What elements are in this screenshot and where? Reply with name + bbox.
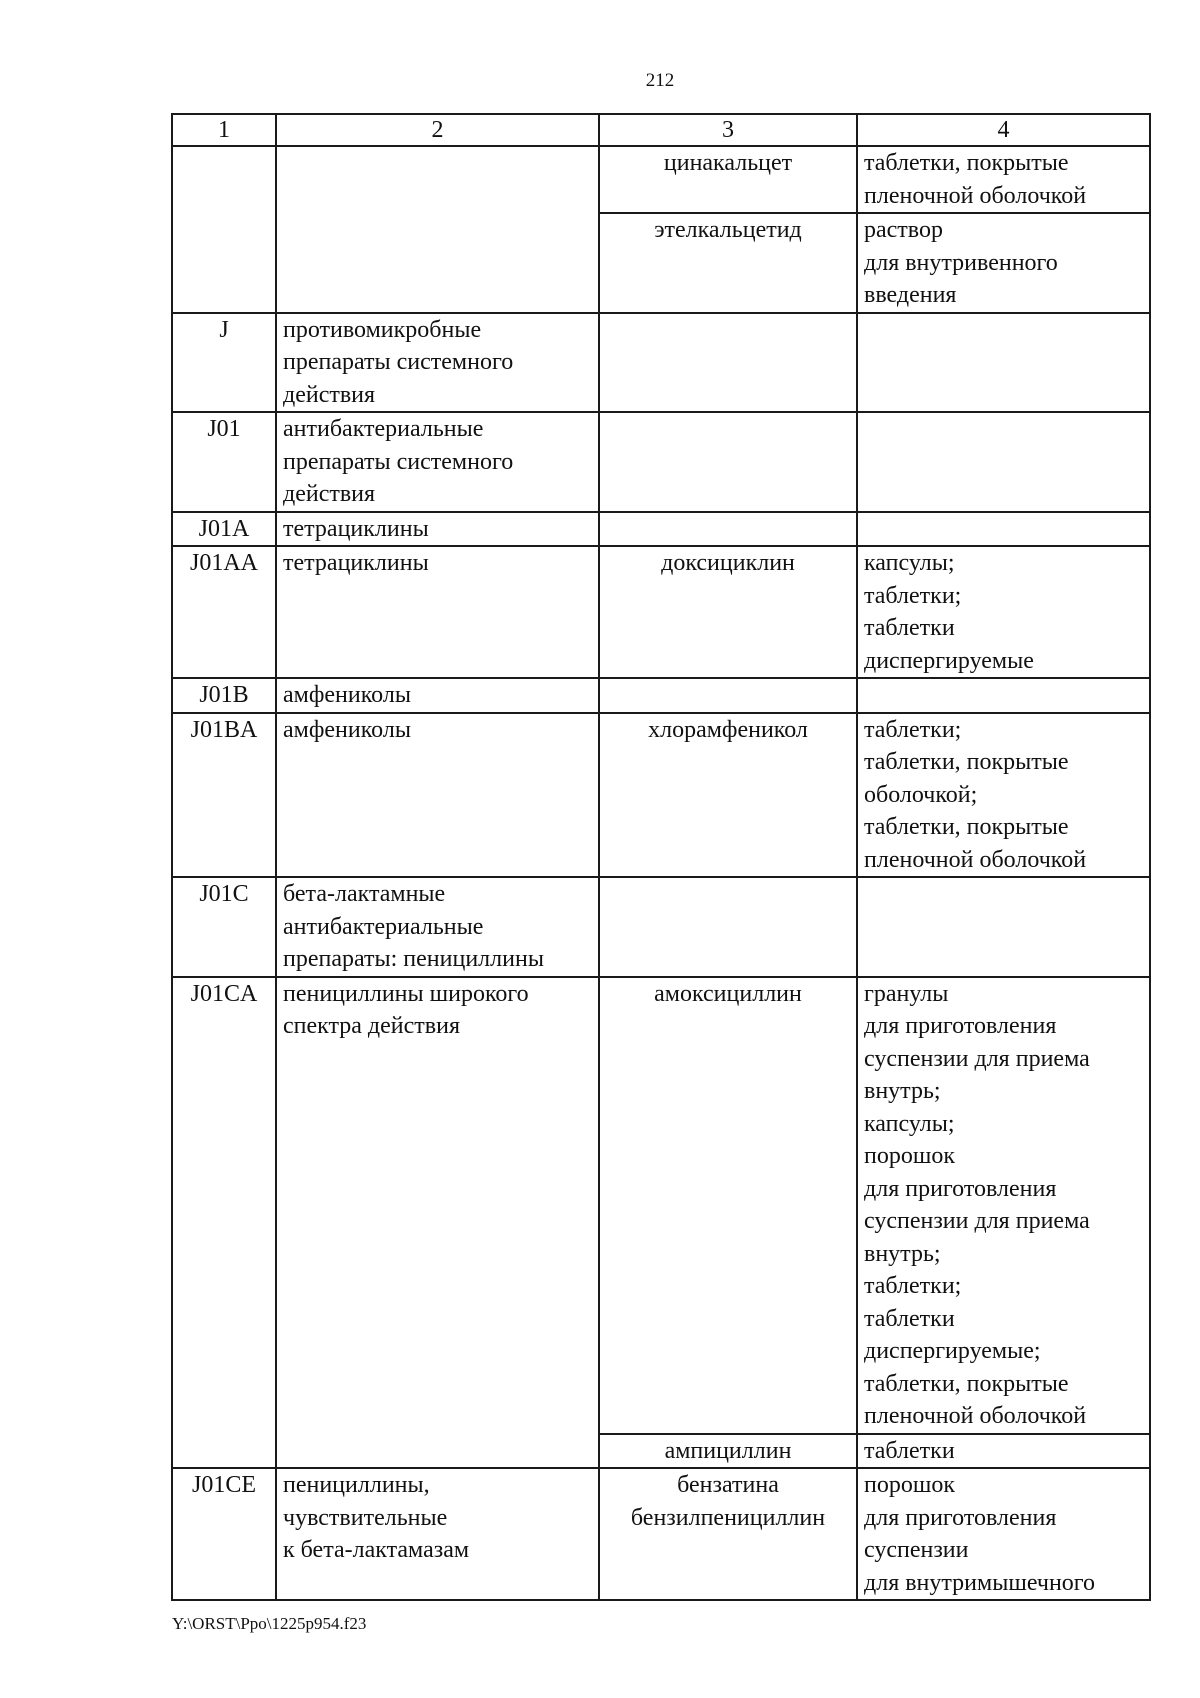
dosage-form-cell: таблетки, покрытые пленочной оболочкой bbox=[857, 146, 1150, 213]
group-name-cell: антибактериальные препараты системного действия bbox=[276, 412, 599, 512]
page-number: 212 bbox=[645, 70, 675, 91]
group-name-cell: противомикробные препараты системного действия bbox=[276, 313, 599, 413]
table-row bbox=[172, 678, 1150, 713]
atc-code-cell: J01B bbox=[172, 678, 276, 713]
drug-name-cell: бензатина бензилпенициллин bbox=[599, 1468, 857, 1600]
dosage-form-cell: таблетки bbox=[857, 1434, 1150, 1469]
dosage-form-cell: капсулы; таблетки; таблетки диспергируемые bbox=[857, 546, 1150, 678]
column-header: 4 bbox=[857, 114, 1150, 146]
dosage-form-cell bbox=[857, 678, 1150, 713]
dosage-form-cell: порошок для приготовления суспензии для внутримышечного bbox=[857, 1468, 1150, 1600]
column-header: 3 bbox=[599, 114, 857, 146]
table-header-row bbox=[172, 114, 1150, 146]
group-name-cell: тетрациклины bbox=[276, 546, 599, 678]
group-name-cell: амфениколы bbox=[276, 678, 599, 713]
dosage-form-cell bbox=[857, 877, 1150, 977]
atc-code-cell: J01C bbox=[172, 877, 276, 977]
atc-code-cell: J01BA bbox=[172, 713, 276, 878]
table-row bbox=[172, 1468, 1150, 1600]
dosage-form-cell: гранулы для приготовления суспензии для приема внутрь; капсулы; порошок для приготовления суспензии для приема внутрь; таблетки; таблетки диспергируемые; таблетки, покрытые пленочной оболочкой bbox=[857, 977, 1150, 1434]
drug-table bbox=[171, 113, 1151, 1601]
column-header: 1 bbox=[172, 114, 276, 146]
dosage-form-cell bbox=[857, 512, 1150, 547]
drug-name-cell: хлорамфеникол bbox=[599, 713, 857, 878]
atc-code-cell: J01CE bbox=[172, 1468, 276, 1600]
table-row bbox=[172, 146, 1150, 213]
drug-name-cell bbox=[599, 313, 857, 413]
group-name-cell: пенициллины широкого спектра действия bbox=[276, 977, 599, 1469]
group-name-cell: пенициллины, чувствительные к бета-лактамазам bbox=[276, 1468, 599, 1600]
drug-name-cell bbox=[599, 512, 857, 547]
dosage-form-cell: таблетки; таблетки, покрытые оболочкой; таблетки, покрытые пленочной оболочкой bbox=[857, 713, 1150, 878]
atc-code-cell: J01AA bbox=[172, 546, 276, 678]
file-path-footer: Y:\ORST\Ppo\1225p954.f23 bbox=[172, 1614, 367, 1633]
drug-name-cell: цинакальцет bbox=[599, 146, 857, 213]
drug-name-cell: ампициллин bbox=[599, 1434, 857, 1469]
column-header: 2 bbox=[276, 114, 599, 146]
group-name-cell: тетрациклины bbox=[276, 512, 599, 547]
table-row bbox=[172, 877, 1150, 977]
table-row bbox=[172, 713, 1150, 878]
drug-name-cell bbox=[599, 678, 857, 713]
dosage-form-cell bbox=[857, 313, 1150, 413]
dosage-form-cell: раствор для внутривенного введения bbox=[857, 213, 1150, 313]
drug-name-cell: этелкальцетид bbox=[599, 213, 857, 313]
dosage-form-cell bbox=[857, 412, 1150, 512]
group-name-cell: бета-лактамные антибактериальные препараты: пенициллины bbox=[276, 877, 599, 977]
atc-code-cell: J01A bbox=[172, 512, 276, 547]
atc-code-cell: J bbox=[172, 313, 276, 413]
drug-name-cell bbox=[599, 412, 857, 512]
table-row bbox=[172, 412, 1150, 512]
atc-code-cell: J01 bbox=[172, 412, 276, 512]
table-row bbox=[172, 512, 1150, 547]
atc-code-cell: J01CA bbox=[172, 977, 276, 1469]
drug-name-cell: доксициклин bbox=[599, 546, 857, 678]
table-row bbox=[172, 546, 1150, 678]
drug-name-cell bbox=[599, 877, 857, 977]
group-name-cell: амфениколы bbox=[276, 713, 599, 878]
group-name-cell bbox=[276, 146, 599, 313]
table-row bbox=[172, 313, 1150, 413]
table-row bbox=[172, 977, 1150, 1434]
drug-name-cell: амоксициллин bbox=[599, 977, 857, 1434]
atc-code-cell bbox=[172, 146, 276, 313]
